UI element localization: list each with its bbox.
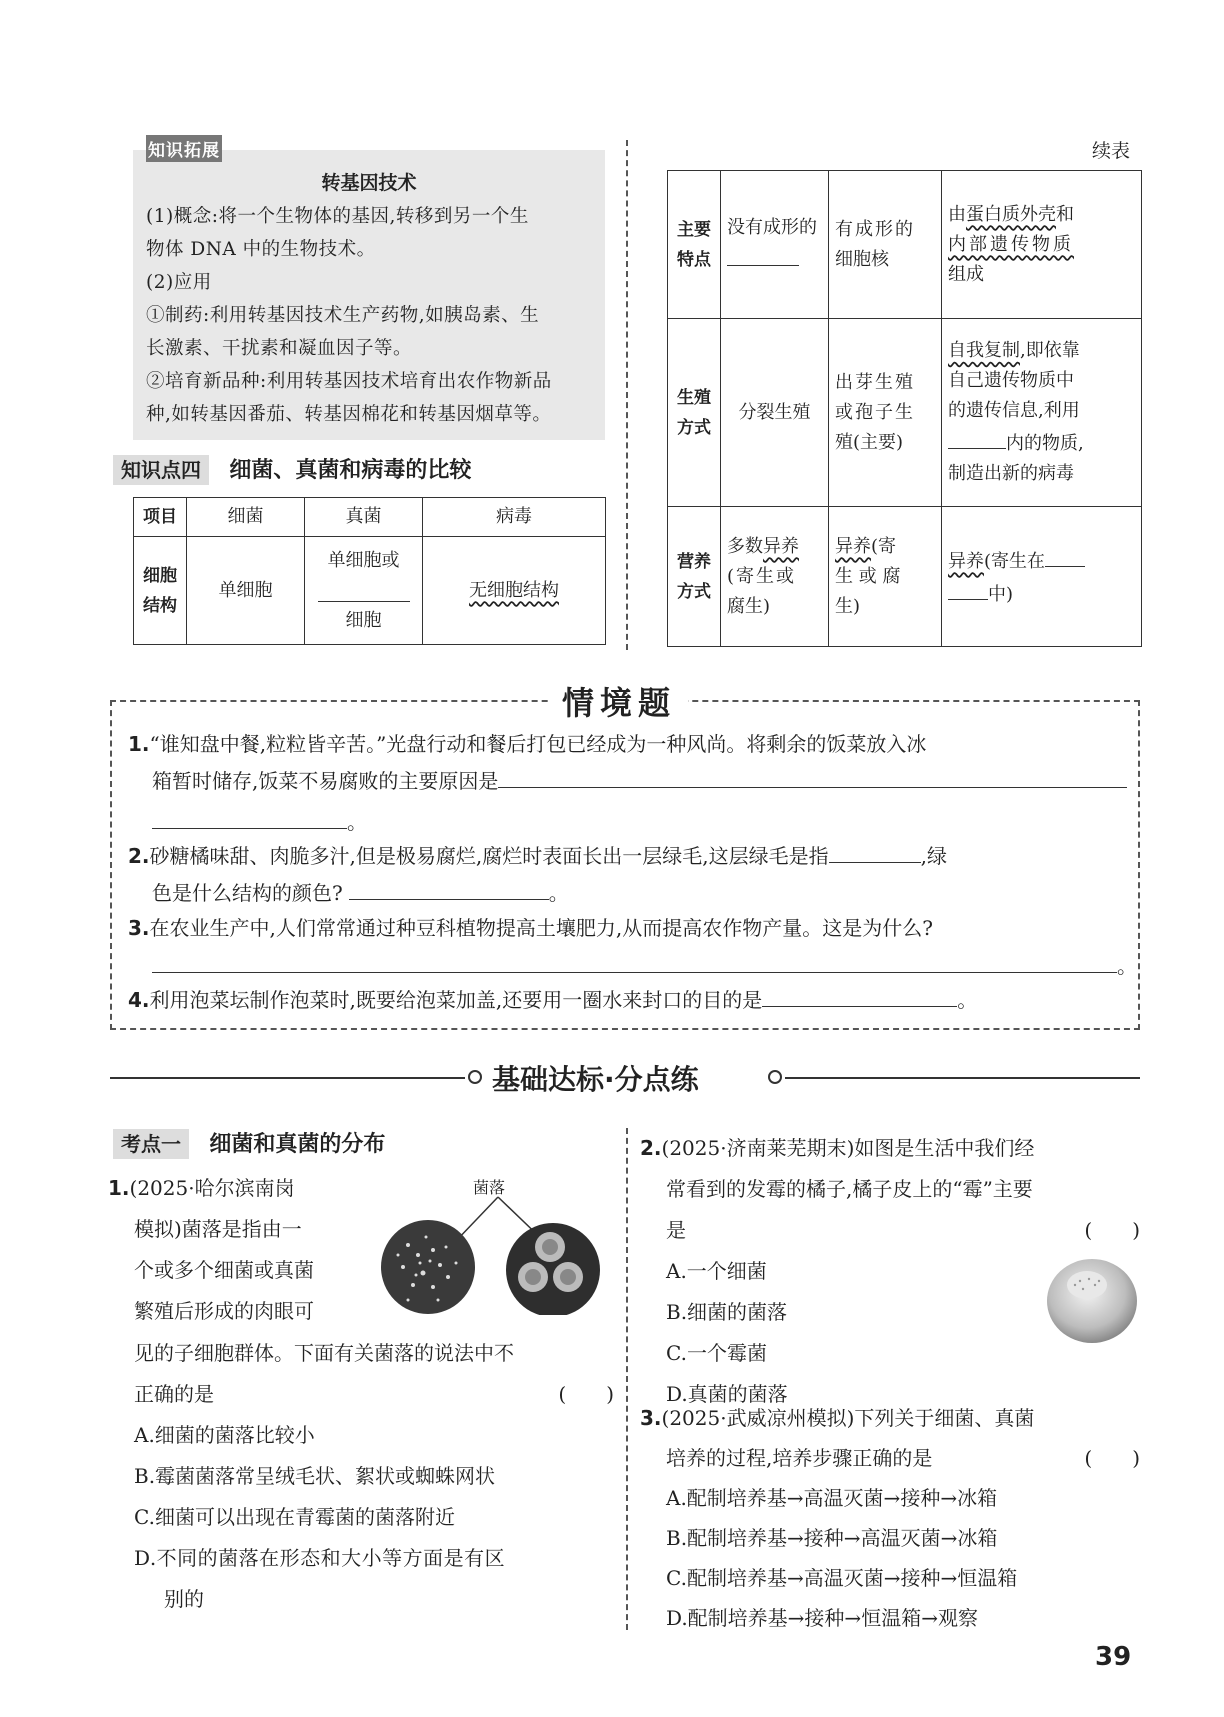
kp4-title: 细菌、真菌和病毒的比较 xyxy=(229,458,472,483)
question-2: 2.(2025·济南莱芜期末)如图是生活中我们经 常看到的发霉的橘子,橘子皮上的“霉”主要 是 ( ) A.一个细菌 B.细菌的菌落 C.一个霉菌 D.真菌的菌落 xyxy=(640,1128,1140,1415)
answer-paren[interactable]: ( ) xyxy=(558,1382,614,1406)
knowledge-ext-line: 长激素、干扰素和凝血因子等。 xyxy=(146,338,413,359)
answer-blank[interactable] xyxy=(318,579,410,602)
column-divider xyxy=(626,140,628,650)
table-header: 细菌 xyxy=(187,498,305,537)
option-d[interactable]: D.真菌的菌落 xyxy=(666,1382,788,1406)
answer-blank[interactable] xyxy=(349,877,549,900)
option-d[interactable]: D.不同的菌落在形态和大小等方面是有区 xyxy=(134,1546,506,1570)
scenario-q4: 4.利用泡菜坛制作泡菜时,既要给泡菜加盖,还要用一圈水来封口的目的是 。 xyxy=(128,984,1138,1017)
answer-blank[interactable] xyxy=(152,950,1117,973)
knowledge-ext-badge: 知识拓展 xyxy=(146,135,222,162)
basic-title: 基础达标·分点练 xyxy=(492,1063,699,1096)
knowledge-ext-line: ②培育新品种:利用转基因技术培育出农作物新品 xyxy=(146,371,552,392)
scenario-q2: 2.砂糖橘味甜、肉脆多汁,但是极易腐烂,腐烂时表面长出一层绿毛,这层绿毛是指 ,绿 xyxy=(128,840,1138,873)
cell-fungi: 单细胞或 细胞 xyxy=(305,537,423,645)
cell-virus: 异养(寄生在 中) xyxy=(942,507,1142,647)
cell-bacteria: 没有成形的 xyxy=(721,171,829,319)
ring-icon xyxy=(768,1070,782,1084)
cell-fungi: 出芽生殖 或孢子生 殖(主要) xyxy=(829,319,942,507)
knowledge-ext-line: ①制药:利用转基因技术生产药物,如胰岛素、生 xyxy=(146,305,540,326)
divider-line-right xyxy=(785,1077,1140,1079)
knowledge-ext-title: 转基因技术 xyxy=(321,172,417,194)
answer-blank[interactable] xyxy=(1045,544,1085,567)
cell-bacteria: 多数异养 (寄生或 腐生) xyxy=(721,507,829,647)
kd1-label: 考点一 xyxy=(113,1129,189,1159)
kp4-label: 知识点四 xyxy=(113,455,209,485)
answer-blank[interactable] xyxy=(152,806,347,829)
question-1: 1.(2025·哈尔滨南岗 模拟)菌落是指由一 个或多个细菌或真菌 繁殖后形成的肉眼可 xyxy=(108,1176,314,1323)
kp4-header xyxy=(113,453,471,484)
option-c[interactable]: C.一个霉菌 xyxy=(666,1341,767,1365)
answer-blank[interactable] xyxy=(762,984,957,1007)
cell-bacteria: 分裂生殖 xyxy=(721,319,829,507)
knowledge-ext-body xyxy=(146,200,606,431)
cont-table xyxy=(667,170,1142,647)
cell-virus: 无细胞结构 xyxy=(469,579,559,601)
row-label: 细胞 结构 xyxy=(134,537,187,645)
answer-blank[interactable] xyxy=(727,243,799,266)
option-b[interactable]: B.霉菌菌落常呈绒毛状、絮状或蜘蛛网状 xyxy=(134,1464,496,1488)
kd1-header xyxy=(113,1127,385,1158)
answer-blank[interactable] xyxy=(948,426,1006,449)
column-divider xyxy=(626,1128,628,1630)
knowledge-ext-line: 物体 DNA 中的生物技术。 xyxy=(146,239,376,260)
table-header: 真菌 xyxy=(305,498,423,537)
knowledge-ext-line: (2)应用 xyxy=(146,272,212,293)
answer-blank[interactable] xyxy=(829,840,921,863)
answer-blank[interactable] xyxy=(948,577,988,600)
knowledge-ext-line: (1)概念:将一个生物体的基因,转移到另一个生 xyxy=(146,206,529,227)
answer-paren[interactable]: ( ) xyxy=(1084,1446,1140,1470)
cell-fungi: 有成形的 细胞核 xyxy=(829,171,942,319)
option-c[interactable]: C.细菌可以出现在青霉菌的菌落附近 xyxy=(134,1505,455,1529)
option-b[interactable]: B.细菌的菌落 xyxy=(666,1300,788,1324)
kp4-table xyxy=(133,497,606,645)
table-header: 项目 xyxy=(134,498,187,537)
scenario-title: 情境题 xyxy=(550,678,688,724)
option-c[interactable]: C.配制培养基→高温灭菌→接种→恒温箱 xyxy=(666,1566,1018,1590)
cell-virus: 自我复制,即依靠 自己遗传物质中 的遗传信息,利用 内的物质, 制造出新的病毒 xyxy=(942,319,1142,507)
scenario-q3: 3.在农业生产中,人们常常通过种豆科植物提高土壤肥力,从而提高农作物产量。这是为什么? xyxy=(128,916,933,940)
row-label: 营养 方式 xyxy=(668,507,721,647)
cell-bacteria: 单细胞 xyxy=(187,537,305,645)
cell-fungi: 异养(寄 生 或 腐 生) xyxy=(829,507,942,647)
cell-virus: 由蛋白质外壳和 内部遗传物质 组成 xyxy=(942,171,1142,319)
option-d[interactable]: D.配制培养基→接种→恒温箱→观察 xyxy=(666,1606,978,1630)
ring-icon xyxy=(468,1070,482,1084)
row-label: 生殖 方式 xyxy=(668,319,721,507)
answer-blank[interactable] xyxy=(498,765,1127,788)
option-a[interactable]: A.配制培养基→高温灭菌→接种→冰箱 xyxy=(666,1486,998,1510)
colony-image xyxy=(378,1175,608,1315)
table-header: 病毒 xyxy=(423,498,606,537)
moldy-orange-image xyxy=(1045,1255,1140,1345)
row-label: 主要 特点 xyxy=(668,171,721,319)
page-number: 39 xyxy=(1095,1642,1132,1672)
scenario-q1: 1.“谁知盘中餐,粒粒皆辛苦。”光盘行动和餐后打包已经成为一种风尚。将剩余的饭菜放入冰 xyxy=(128,732,927,756)
kd1-title: 细菌和真菌的分布 xyxy=(209,1132,386,1157)
question-3: 3.(2025·武威凉州模拟)下列关于细菌、真菌 培养的过程,培养步骤正确的是 ( ) A.配制培养基→高温灭菌→接种→冰箱 B.配制培养基→接种→高温灭菌→冰箱 C.配制培养基→高温灭菌→接种→恒温箱 D.配制培养基→接种→恒温箱→观察 xyxy=(640,1398,1140,1638)
option-a[interactable]: A.细菌的菌落比较小 xyxy=(134,1423,315,1447)
colony-label: 菌落 xyxy=(473,1178,506,1197)
divider-line-left xyxy=(110,1077,465,1079)
option-b[interactable]: B.配制培养基→接种→高温灭菌→冰箱 xyxy=(666,1526,998,1550)
knowledge-ext-line: 种,如转基因番茄、转基因棉花和转基因烟草等。 xyxy=(146,404,552,425)
option-a[interactable]: A.一个细菌 xyxy=(666,1259,767,1283)
answer-paren[interactable]: ( ) xyxy=(1084,1218,1140,1242)
cont-table-caption: 续表 xyxy=(1092,140,1131,162)
